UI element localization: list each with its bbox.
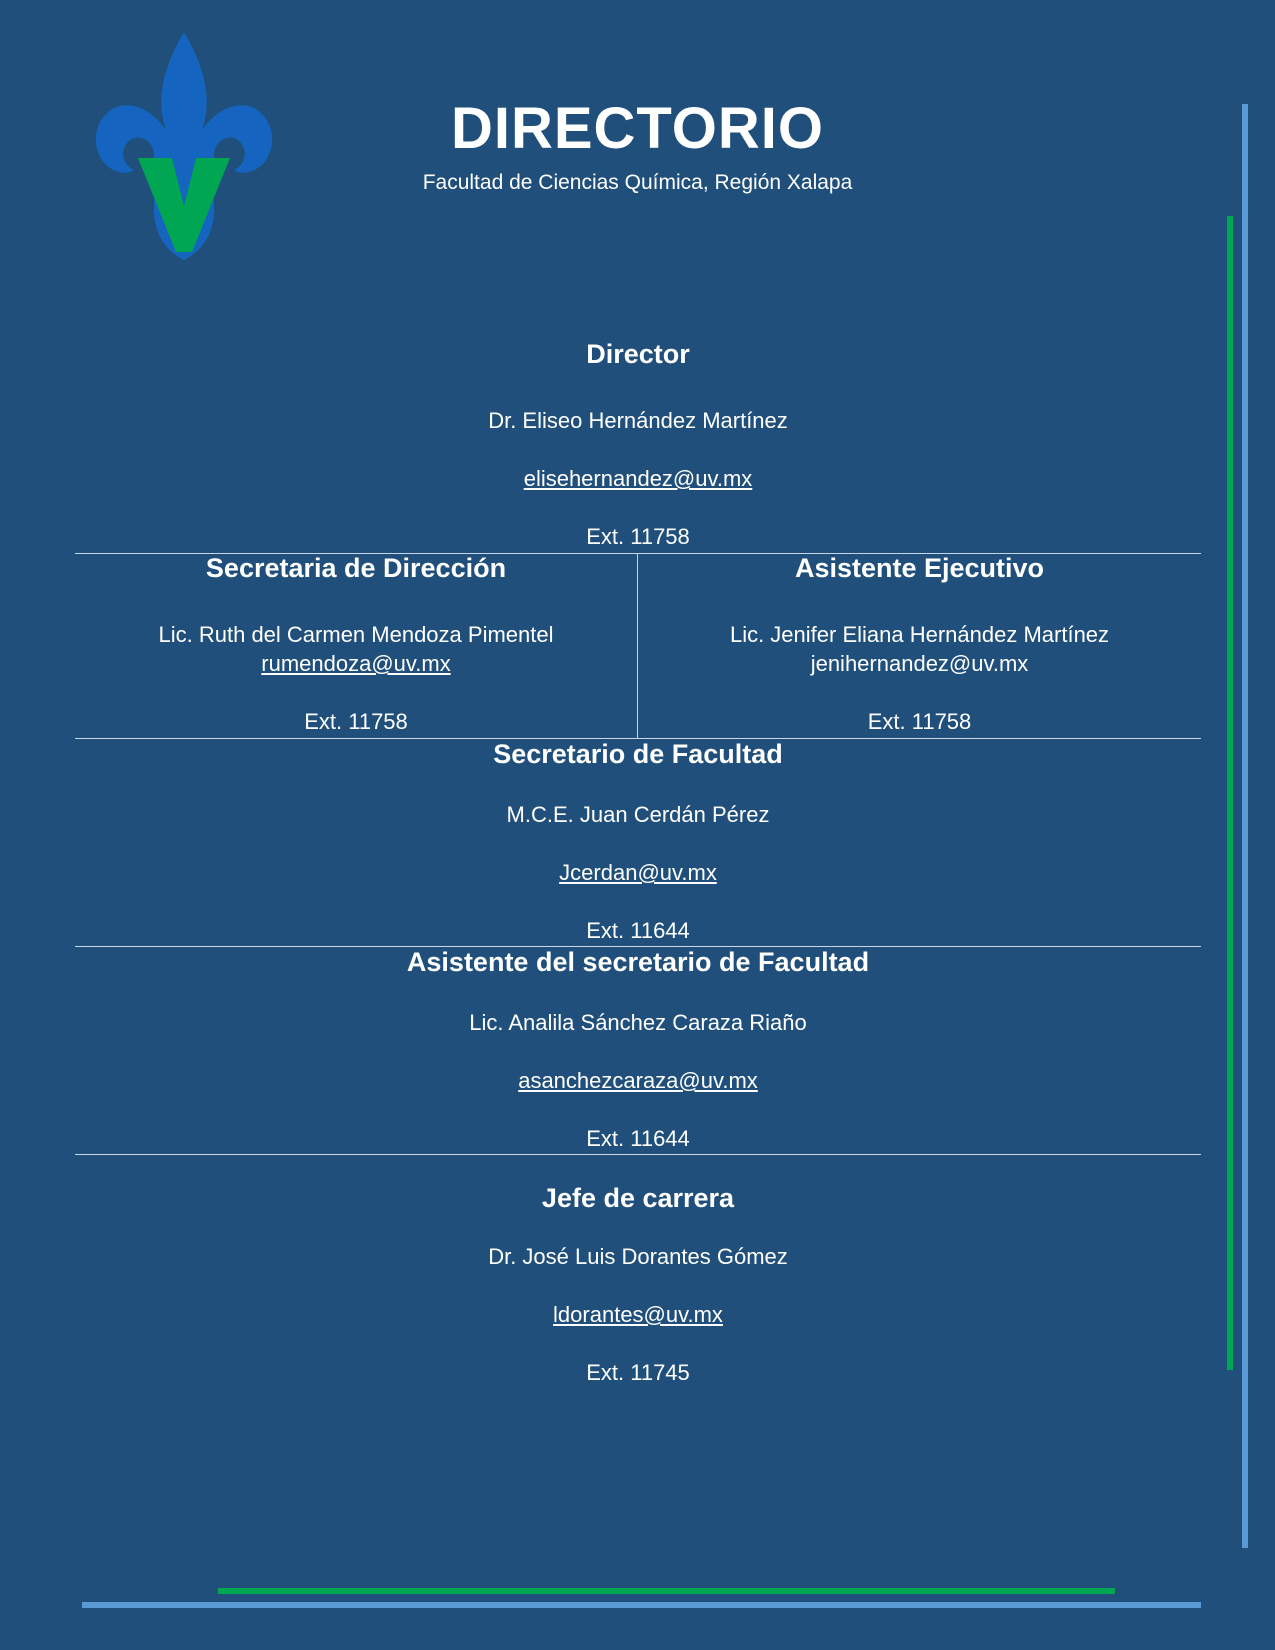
asistente-ejecutivo-email[interactable]: jenihernandez@uv.mx [810, 651, 1029, 676]
director-name: Dr. Eliseo Hernández Martínez [488, 408, 788, 433]
asistente-secretario-section [75, 944, 1201, 1154]
secretario-facultad-heading: Secretario de Facultad [493, 739, 783, 769]
bottom-green-bar [218, 1588, 1115, 1594]
asistente-ejecutivo-name: Lic. Jenifer Eliana Hernández Martínez [729, 622, 1110, 647]
secretario-facultad-section [75, 736, 1201, 946]
asistente-secretario-heading: Asistente del secretario de Facultad [406, 947, 870, 977]
asistente-ejecutivo-heading: Asistente Ejecutivo [794, 553, 1045, 583]
secretario-facultad-ext: Ext. 11644 [586, 918, 690, 943]
secretaria-direccion-name: Lic. Ruth del Carmen Mendoza Pimentel [158, 622, 554, 647]
director-ext: Ext. 11758 [586, 524, 690, 549]
asistente-ejecutivo-section [638, 550, 1201, 740]
right-light-blue-bar [1242, 104, 1248, 1548]
secretaria-direccion-heading: Secretaria de Dirección [205, 553, 507, 583]
page-title: DIRECTORIO [450, 96, 825, 161]
page-subtitle: Facultad de Ciencias Química, Región Xalapa [422, 171, 853, 194]
jefe-carrera-section [75, 1180, 1201, 1390]
jefe-carrera-name: Dr. José Luis Dorantes Gómez [488, 1244, 788, 1269]
director-section [75, 336, 1201, 552]
asistente-secretario-ext: Ext. 11644 [586, 1126, 690, 1151]
asistente-secretario-email-link[interactable]: asanchezcaraza@uv.mx [518, 1068, 758, 1093]
asistente-ejecutivo-ext: Ext. 11758 [867, 709, 972, 734]
divider [75, 1154, 1201, 1155]
secretaria-direccion-section [75, 550, 637, 740]
secretaria-direccion-ext: Ext. 11758 [304, 709, 408, 734]
jefe-carrera-heading: Jefe de carrera [541, 1183, 735, 1213]
secretario-facultad-email-link[interactable]: Jcerdan@uv.mx [559, 860, 717, 885]
director-email-link[interactable]: elisehernandez@uv.mx [523, 466, 753, 491]
director-heading: Director [586, 339, 690, 369]
right-green-bar [1227, 216, 1233, 1370]
jefe-carrera-ext: Ext. 11745 [586, 1360, 690, 1385]
bottom-light-blue-bar [82, 1602, 1201, 1608]
secretario-facultad-name: M.C.E. Juan Cerdán Pérez [506, 802, 770, 827]
asistente-secretario-name: Lic. Analila Sánchez Caraza Riaño [469, 1010, 807, 1035]
jefe-carrera-email-link[interactable]: ldorantes@uv.mx [553, 1302, 723, 1327]
secretaria-direccion-email-link[interactable]: rumendoza@uv.mx [261, 651, 451, 676]
